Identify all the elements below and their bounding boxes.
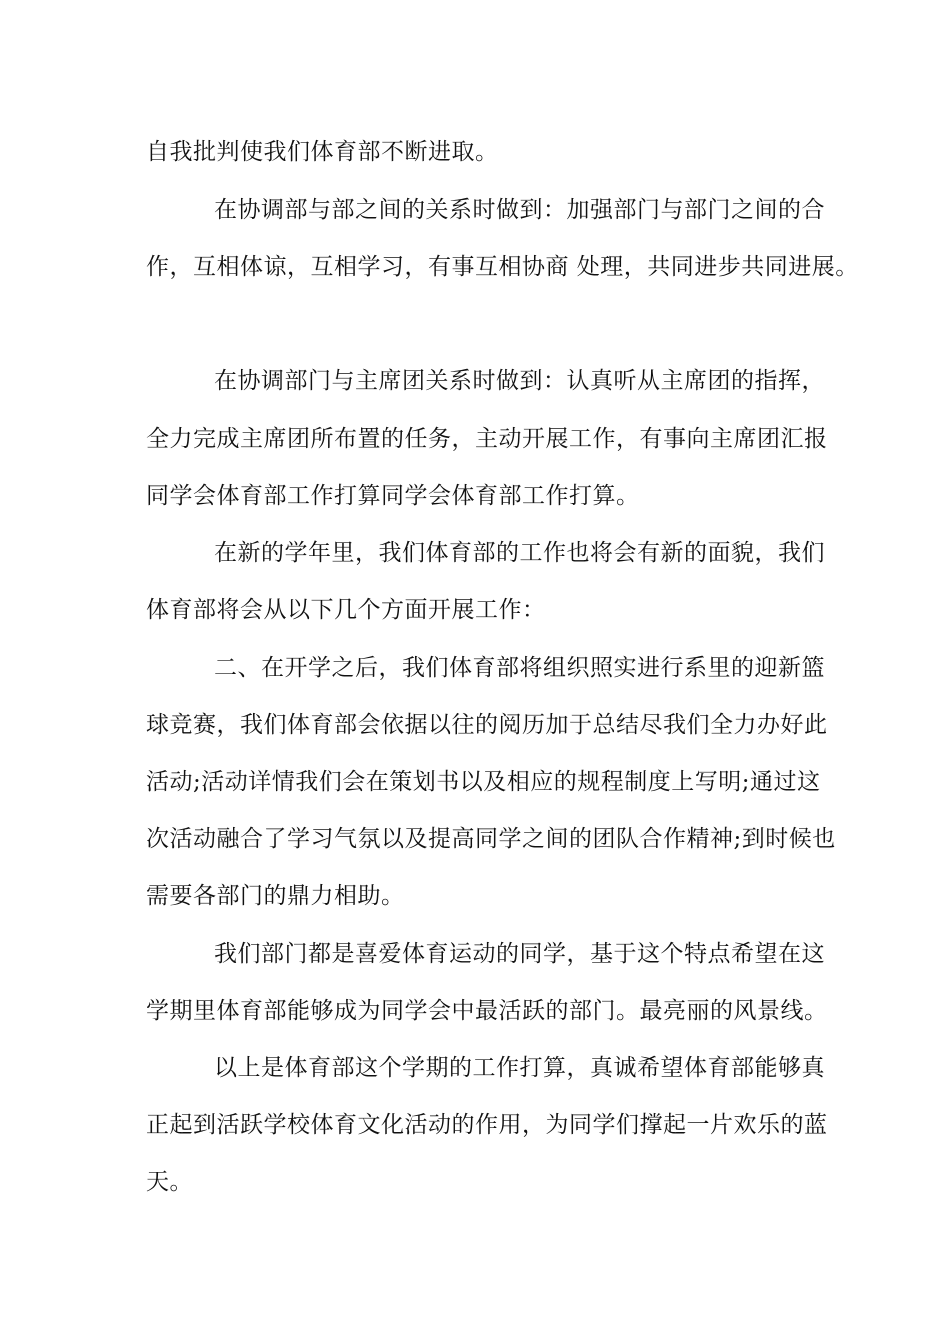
text-line: 次活动融合了学习气氛以及提高同学之间的团队合作精神;到时候也 xyxy=(146,826,836,852)
text-line: 球竞赛，我们体育部会依据以往的阅历加于总结尽我们全力办好此 xyxy=(146,712,828,738)
text-line: 我们部门都是喜爱体育运动的同学，基于这个特点希望在这 xyxy=(214,941,825,967)
text-line: 活动;活动详情我们会在策划书以及相应的规程制度上写明;通过这 xyxy=(146,769,821,795)
text-line: 在新的学年里，我们体育部的工作也将会有新的面貌，我们 xyxy=(214,540,825,566)
text-line: 在协调部门与主席团关系时做到：认真听从主席团的指挥， xyxy=(214,368,825,394)
text-line: 正起到活跃学校体育文化活动的作用，为同学们撑起一片欢乐的蓝 xyxy=(146,1112,828,1138)
text-line: 作，互相体谅，互相学习，有事互相协商 处理，共同进步共同进展。 xyxy=(146,254,859,280)
text-line: 同学会体育部工作打算同学会体育部工作打算。 xyxy=(146,483,640,509)
text-line: 自我批判使我们体育部不断进取。 xyxy=(146,139,499,165)
text-line: 二、在开学之后，我们体育部将组织照实进行系里的迎新篮 xyxy=(214,655,825,681)
text-line: 体育部将会从以下几个方面开展工作： xyxy=(146,597,546,623)
text-line: 天。 xyxy=(146,1169,193,1195)
text-line: 需要各部门的鼎力相助。 xyxy=(146,883,405,909)
text-line: 以上是体育部这个学期的工作打算，真诚希望体育部能够真 xyxy=(214,1055,825,1081)
text-line: 全力完成主席团所布置的任务，主动开展工作，有事向主席团汇报 xyxy=(146,426,828,452)
text-line: 学期里体育部能够成为同学会中最活跃的部门。最亮丽的风景线。 xyxy=(146,998,828,1024)
text-line: 在协调部与部之间的关系时做到：加强部门与部门之间的合 xyxy=(214,197,825,223)
